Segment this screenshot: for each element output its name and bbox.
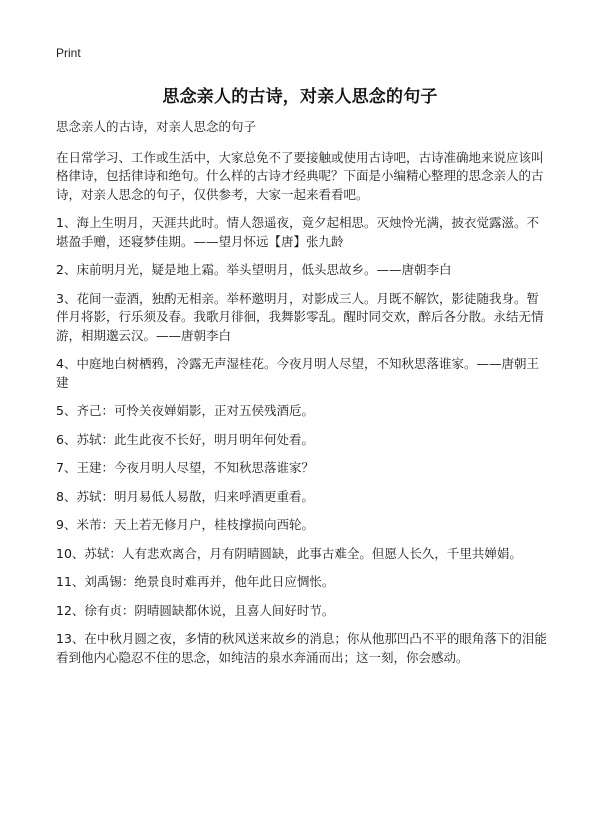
intro-paragraph: 在日常学习、工作或生活中，大家总免不了要接触或使用古诗吧，古诗准确地来说应该叫格律诗，包括律诗和绝句。什么样的古诗才经典呢？下面是小编精心整理的思念亲人的古诗，对亲人思念的句子，仅供参考，大家一起来看看吧。: [56, 149, 544, 202]
quote-item-11: 11、刘禹锡：绝景良时难再并，他年此日应惆怅。: [56, 574, 335, 589]
quote-item-2: 2、床前明月光，疑是地上霜。举头望明月，低头思故乡。——唐朝李白: [56, 262, 452, 277]
quote-item-7: 7、王建：今夜月明人尽望，不知秋思落谁家？: [56, 460, 314, 475]
article-body: [56, 118, 548, 677]
quote-item-10: 10、苏轼：人有悲欢离合，月有阴晴圆缺，此事古难全。但愿人长久，千里共婵娟。: [56, 545, 522, 561]
quote-item-5: 5、齐己：可怜关夜婵娟影，正对五侯残酒卮。: [56, 403, 314, 418]
quote-item-4: 4、中庭地白树栖鸦，冷露无声湿桂花。今夜月明人尽望，不知秋思落谁家。——唐朝王建: [56, 356, 539, 390]
quote-item-3: 3、花间一壶酒，独酌无相亲。举杯邀明月，对影成三人。月既不解饮，影徒随我身。暂伴月将影，行乐须及春。我歌月徘徊，我舞影零乱。醒时同交欢，醉后各分散。永结无情游，相期邈云汉。——唐朝李白: [56, 290, 544, 343]
page-title: 思念亲人的古诗，对亲人思念的句子: [162, 87, 438, 107]
quote-item-9: 9、米芾：天上若无修月户，桂枝撑损向西轮。: [56, 517, 314, 532]
quote-item-8: 8、苏轼：明月易低人易散，归来呼酒更重看。: [56, 488, 314, 504]
article-subtitle: 思念亲人的古诗，对亲人思念的句子: [56, 119, 257, 134]
quote-item-12: 12、徐有贞：阴晴圆缺都休说，且喜人间好时节。: [56, 602, 335, 618]
quote-item-1: 1、海上生明月，天涯共此时。情人怨遥夜，竟夕起相思。灭烛怜光满，披衣觉露滋。不堪盈手赠，还寝梦佳期。——望月怀远【唐】张九龄: [56, 215, 539, 249]
quote-item-6: 6、苏轼：此生此夜不长好，明月明年何处看。: [56, 431, 314, 447]
print-label: Print: [56, 46, 81, 60]
quote-item-13: 13、在中秋月圆之夜，多情的秋风送来故乡的消息；你从他那凹凸不平的眼角落下的泪能看到他内心隐忍不住的思念，如纯洁的泉水奔涌而出；这一刻，你会感动。: [56, 631, 547, 665]
